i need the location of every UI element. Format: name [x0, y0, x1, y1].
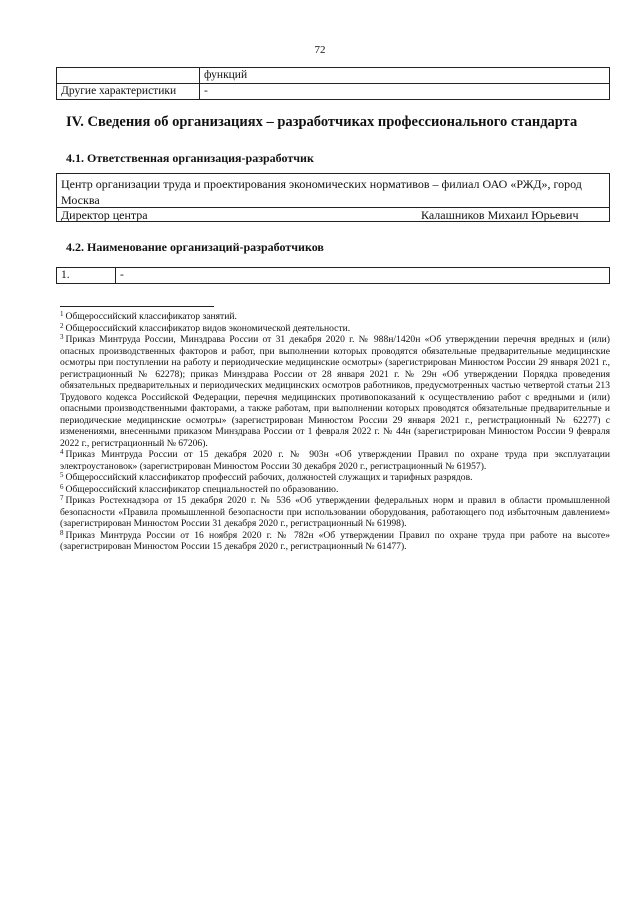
table-row: [57, 84, 610, 100]
footnotes: [60, 311, 610, 553]
footnote: $^3$ Приказ Минтруда России, Минздрава России от 31 декабря 2020 г. № 988н/1420н «Об утверждении перечня вредных и (или) опасных производственных факторов и работ, при выполнении которых проводятся обязательные предварительные медицинские осмотры при поступлении на работу и периодические медицинские осмотры» (зарегистрирован Минюстом России 29 января 2021 г., регистрационный № 62278); приказ Минздрава России от 28 января 2021 г. № 29н «Об утверждении Порядка проведения обязательных предварительных и периодических медицинских осмотров работников, предусмотренных частью четвертой статьи 213 Трудового кодекса Российской Федерации, перечня медицинских противопоказаний к осуществлению работ с вредными и (или) опасными производственными факторами, а также работам, при выполнении которых проводятся обязательные предварительные и периодические медицинские осмотры» (зарегистрирован Минюстом России 29 января 2021 г., регистрационный № 62277) с изменениями, внесенными приказом Минздрава России от 1 февраля 2022 г. № 44н (зарегистрирован Минюстом России 9 февраля 2022 г., регистрационный № 67206).: [60, 333, 610, 449]
footnote: $^6$ Общероссийский классификатор специальностей по образованию.: [60, 482, 339, 495]
footnote-separator: [60, 306, 214, 307]
page-number: 72: [314, 44, 326, 56]
subsection-title-responsible: 4.1. Ответственная организация-разработчик: [66, 151, 314, 165]
organization-name: Центр организации труда и проектирования экономических нормативов – филиал ОАО «РЖД», город Москва: [61, 177, 582, 207]
table-row: [57, 268, 610, 284]
characteristics-table: [56, 67, 610, 100]
row-value: -: [116, 268, 610, 284]
footnote: $^7$ Приказ Ростехнадзора от 15 декабря 2020 г. № 536 «Об утверждении федеральных норм и правил в области промышленной безопасности «Правила промышленной безопасности при использовании оборудования, работающего под избыточным давлением» (зарегистрирован Минюстом России 31 декабря 2020 г., регистрационный № 61998).: [60, 494, 610, 529]
subsection-title-developers: 4.2. Наименование организаций-разработчиков: [66, 240, 324, 254]
row-number: 1.: [57, 268, 116, 284]
director-name: Калашников Михаил Юрьевич: [421, 208, 579, 222]
footnote: $^1$ Общероссийский классификатор занятий.: [60, 310, 237, 322]
director-role: Директор центра: [61, 208, 148, 222]
footnote: $^8$ Приказ Минтруда России от 16 ноября 2020 г. № 782н «Об утверждении Правил по охране труда при работе на высоте» (зарегистрирован Минюстом России 15 декабря 2020 г., регистрационный № 61477).: [60, 528, 610, 552]
responsible-organization-box: [56, 173, 610, 222]
table-row: [57, 68, 610, 84]
footnote: $^4$ Приказ Минтруда России от 15 декабря 2020 г. № 903н «Об утверждении Правил по охране труда при эксплуатации электроустановок» (зарегистрирован Минюстом России 30 декабря 2020 г., регистрационный № 61957).: [60, 448, 610, 472]
table-cell: -: [200, 84, 610, 100]
developers-table: [56, 267, 610, 284]
table-cell: [57, 68, 200, 84]
table-cell: Другие характеристики: [57, 84, 200, 100]
footnote: $^2$ Общероссийский классификатор видов экономической деятельности.: [60, 321, 351, 334]
section-title: IV. Сведения об организациях – разработчиках профессионального стандарта: [66, 114, 578, 130]
footnote: $^5$ Общероссийский классификатор профессий рабочих, должностей служащих и тарифных разрядов.: [60, 471, 473, 483]
table-cell: функций: [200, 68, 610, 84]
